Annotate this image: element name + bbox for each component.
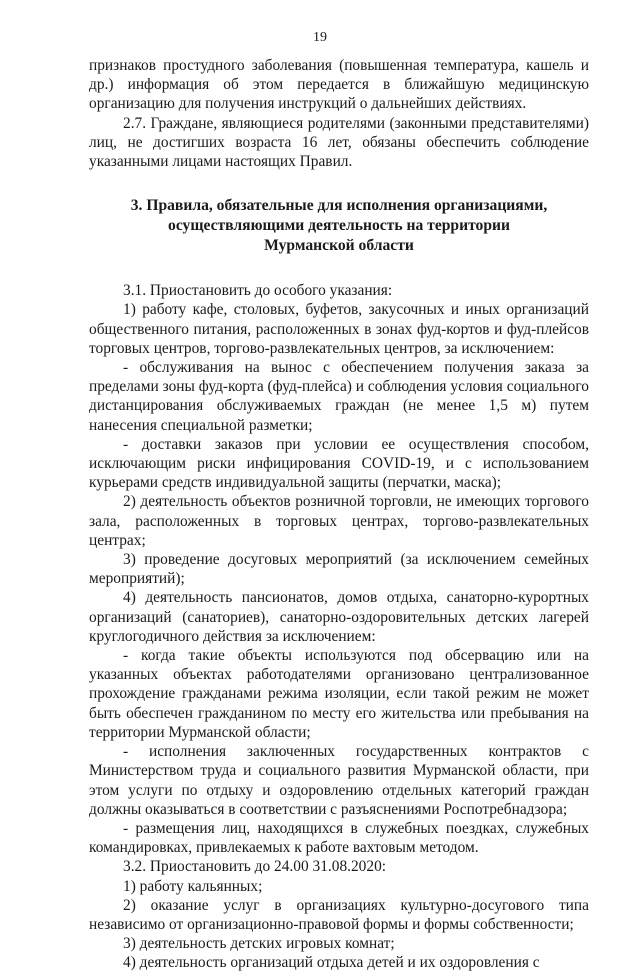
list-subitem: - доставки заказов при условии ее осуществления способом, исключающим риски инфицирования COVID-19, и с использованием курьерами средств индивидуальной защиты (перчатки, маска); <box>89 435 589 492</box>
document-body <box>89 56 589 973</box>
section-heading-line: осуществляющими деятельность на территории <box>168 217 510 235</box>
paragraph-2-7: 2.7. Граждане, являющиеся родителями (законными представителями) лиц, не достигших возраста 16 лет, обязаны обеспечить соблюдение указанными лицами настоящих Правил. <box>89 114 589 171</box>
section-heading-line: Мурманской области <box>264 237 414 255</box>
list-subitem: - исполнения заключенных государственных контрактов с Министерством труда и социального развития Мурманской области, при этом услуги по отдыху и оздоровлению отдельных категорий граждан должны оказываться в соответствии с разъяснениями Роспотребнадзора; <box>89 743 589 818</box>
list-item-3-1-1: 1) работу кафе, столовых, буфетов, закусочных и иных организаций общественного питания, расположенных в зонах фуд-кортов и фуд-плейсов торговых центров, торгово-развлекательных центров, за исключением: <box>89 301 589 357</box>
list-subitem: - когда такие объекты используются под обсервацию или на указанных объектах работодателями организовано централизованное прохождение гражданами режима изоляции, если такой режим не может быть обеспечен гражданином по месту его жительства или пребывания на территории Мурманской области; <box>89 647 589 741</box>
section-heading-line: 3. Правила, обязательные для исполнения организациями, <box>130 197 548 215</box>
section-heading <box>89 196 589 256</box>
paragraph-3-1: 3.1. Приостановить до особого указания: <box>123 282 393 300</box>
list-item-3-1-2: 2) деятельность объектов розничной торговли, не имеющих торгового зала, расположенных в торговых центрах, торгово-развлекательных центрах; <box>89 493 589 549</box>
page-number: 19 <box>313 30 327 45</box>
list-item-3-2-1: 1) работу кальянных; <box>123 877 263 895</box>
list-subitem: - обслуживания на вынос с обеспечением получения заказа за пределами зоны фуд-корта (фуд-плейса) и соблюдения условия социального дистанцирования обслуживаемых граждан (не менее 1,5 м) путем нанесения специальной разметки; <box>89 359 589 434</box>
list-subitem: - размещения лиц, находящихся в служебных поездках, служебных командировках, привлекаемых к работе вахтовым методом. <box>89 819 589 857</box>
paragraph-continuation: признаков простудного заболевания (повышенная температура, кашель и др.) информация об этом передается в ближайшую медицинскую организацию для получения инструкций о дальнейших действиях. <box>89 57 589 113</box>
list-item-3-1-3: 3) проведение досуговых мероприятий (за исключением семейных мероприятий); <box>89 551 589 588</box>
paragraph-3-2: 3.2. Приостановить до 24.00 31.08.2020: <box>123 858 387 876</box>
list-item-3-2-4: 4) деятельность организаций отдыха детей и их оздоровления с <box>123 954 540 972</box>
list-item-3-1-4: 4) деятельность пансионатов, домов отдыха, санаторно-курортных организаций (санаториев), санаторно-оздоровительных детских лагерей круглогодичного действия за исключением: <box>89 589 589 645</box>
list-item-3-2-3: 3) деятельность детских игровых комнат; <box>123 935 395 953</box>
list-item-3-2-2: 2) оказание услуг в организациях культурно-досугового типа независимо от организационно-правовой формы и формы собственности; <box>89 896 589 933</box>
